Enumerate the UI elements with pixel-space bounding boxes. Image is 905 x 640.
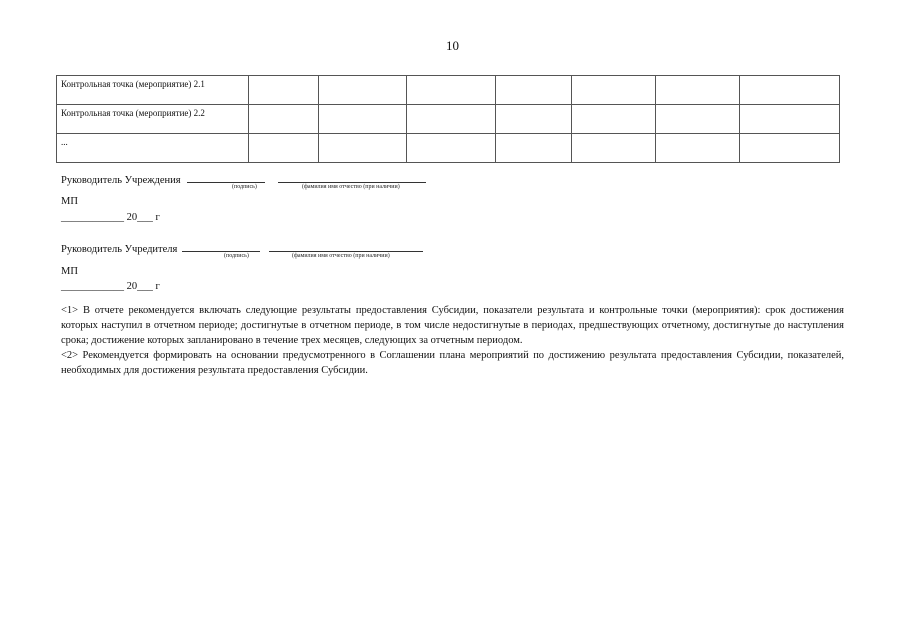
name-blank xyxy=(278,172,426,183)
table-cell xyxy=(319,105,407,134)
date-year: 20___ г xyxy=(126,212,160,223)
table-cell xyxy=(496,76,572,105)
head-founder-label: Руководитель Учредителя xyxy=(61,244,178,255)
table-row xyxy=(57,134,840,163)
signature-caption: (подпись) xyxy=(232,184,257,190)
table-cell: ... xyxy=(57,134,249,163)
stamp-mark: МП xyxy=(61,196,78,207)
table-cell xyxy=(740,134,840,163)
date-blank: ____________ xyxy=(61,212,124,223)
table-cell: Контрольная точка (мероприятие) 2.1 xyxy=(57,76,249,105)
table-cell xyxy=(496,105,572,134)
control-points-table xyxy=(56,75,840,163)
table-cell xyxy=(572,76,656,105)
date-line xyxy=(61,281,160,292)
table-cell xyxy=(407,105,496,134)
date-line xyxy=(61,212,160,223)
signature-blank xyxy=(182,241,260,252)
table-cell xyxy=(496,134,572,163)
name-caption: (фамилия имя отчество (при наличии) xyxy=(292,253,390,259)
footnotes xyxy=(61,303,844,378)
table-cell xyxy=(249,134,319,163)
date-blank: ____________ xyxy=(61,281,124,292)
date-year: 20___ г xyxy=(126,281,160,292)
footnote-1: <1> В отчете рекомендуется включать следующие результаты предоставления Субсидии, показатели результата и контрольные точки (мероприятия): срок достижения которых наступил в отчетном периоде; достигнутые в отчетном периоде, в том числе недостигнутые в периодах, предшествующих отчетному, достигнутые до наступления срока; достижение которых запланировано в течение трех месяцев, следующих за отчетным периодом. xyxy=(61,305,844,346)
signature-caption: (подпись) xyxy=(224,253,249,259)
table-row xyxy=(57,76,840,105)
table-row xyxy=(57,105,840,134)
table-cell xyxy=(319,134,407,163)
name-blank xyxy=(269,241,423,252)
table-cell xyxy=(740,105,840,134)
table-cell xyxy=(407,76,496,105)
table-cell xyxy=(407,134,496,163)
stamp-mark: МП xyxy=(61,266,78,277)
table-cell xyxy=(249,105,319,134)
table-cell: Контрольная точка (мероприятие) 2.2 xyxy=(57,105,249,134)
table-cell xyxy=(656,134,740,163)
table-cell xyxy=(572,105,656,134)
table-cell xyxy=(572,134,656,163)
signature-blank xyxy=(187,172,265,183)
page-number: 10 xyxy=(446,38,459,53)
table-cell xyxy=(740,76,840,105)
name-caption: (фамилия имя отчество (при наличии) xyxy=(302,184,400,190)
footnote-2: <2> Рекомендуется формировать на основании предусмотренного в Соглашении плана мероприятий по достижению результата предоставления Субсидии, показателей, необходимых для достижения результата предоставления Субсидии. xyxy=(61,350,844,376)
table-cell xyxy=(319,76,407,105)
table-cell xyxy=(656,76,740,105)
table-cell xyxy=(249,76,319,105)
head-institution-label: Руководитель Учреждения xyxy=(61,175,181,186)
table-cell xyxy=(656,105,740,134)
